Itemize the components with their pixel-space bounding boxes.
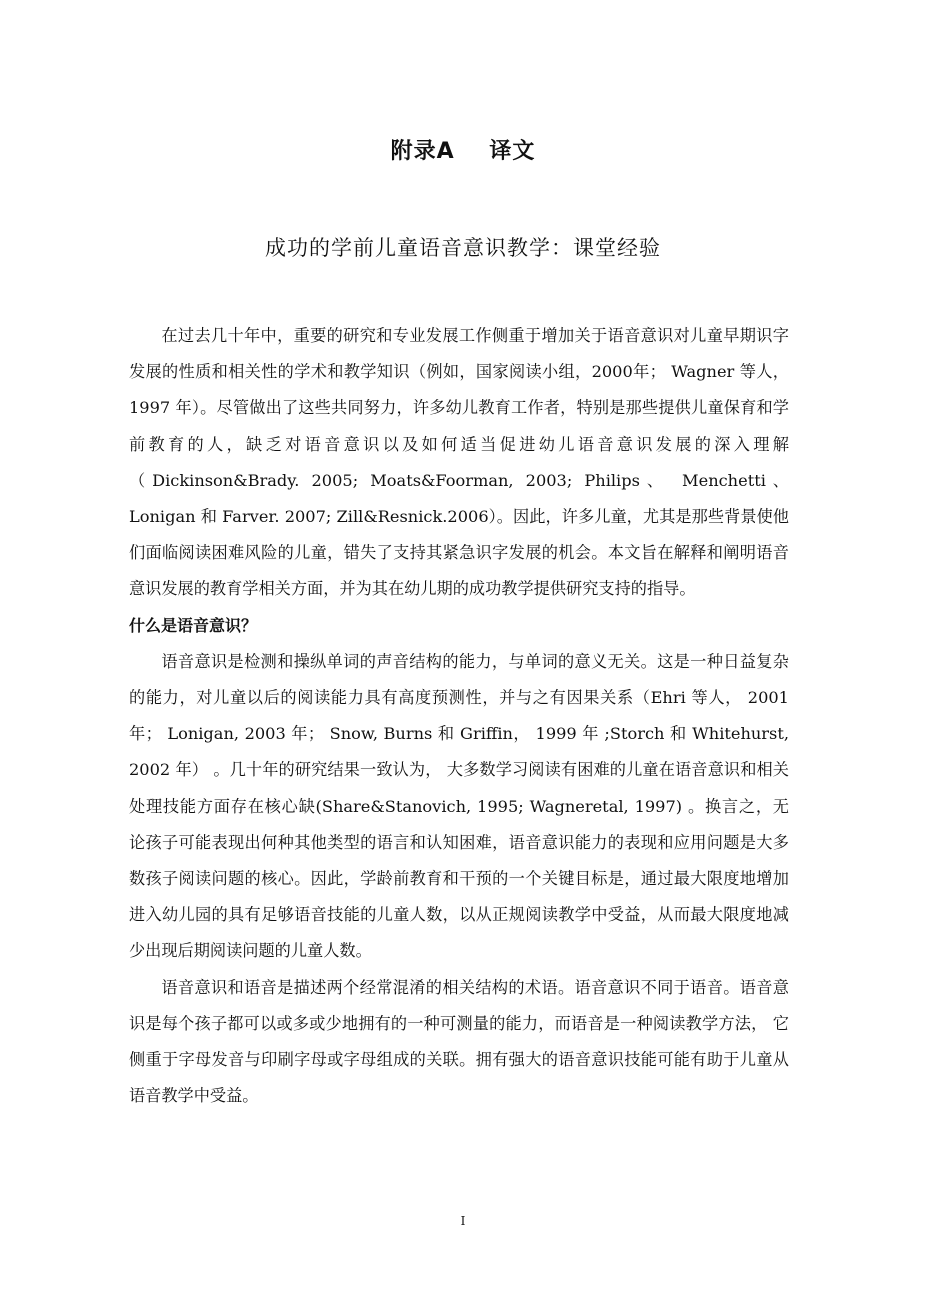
document-body <box>129 318 789 1114</box>
body-paragraph: 语音意识是检测和操纵单词的声音结构的能力，与单词的意义无关。这是一种日益复杂的能力，对儿童以后的阅读能力具有高度预测性，并与之有因果关系（Ehri 等人， 2001 年； Lonigan, 2003 年； Snow, Burns 和 Griffin， 1999 年 ;Storch 和 Whitehurst, 2002 年） 。几十年的研究结果一致认为， 大多数学习阅读有困难的儿童在语音意识和相关处理技能方面存在核心缺(Share&Stanovich, 1995; Wagneretal, 1997) 。换言之，无论孩子可能表现出何种其他类型的语言和认知困难，语音意识能力的表现和应用问题是大多数孩子阅读问题的核心。因此，学龄前教育和干预的一个关键目标是，通过最大限度地增加进入幼儿园的具有足够语音技能的儿童人数，以从正规阅读教学中受益，从而最大限度地减少出现后期阅读问题的儿童人数。 <box>129 651 789 961</box>
body-paragraph: 语音意识和语音是描述两个经常混淆的相关结构的术语。语音意识不同于语音。语音意识是每个孩子都可以或多或少地拥有的一种可测量的能力，而语音是一种阅读教学方法， 它侧重于字母发音与印刷字母或字母组成的关联。拥有强大的语音意识技能可能有助于儿童从语音教学中受益。 <box>129 977 789 1106</box>
page-number: I <box>460 1214 466 1228</box>
section-heading: 什么是语音意识？ <box>129 615 258 635</box>
document-title: 成功的学前儿童语音意识教学：课堂经验 <box>265 236 661 260</box>
appendix-title: 附录A 译文 <box>390 139 536 164</box>
intro-paragraph: 在过去几十年中，重要的研究和专业发展工作侧重于增加关于语音意识对儿童早期识字发展的性质和相关性的学术和教学知识（例如，国家阅读小组，2000年； Wagner 等人， 1997 年）。尽管做出了这些共同努力，许多幼儿教育工作者，特别是那些提供儿童保育和学前教育的人，缺乏对语音意识以及如何适当促进幼儿语音意识发展的深入理解（Dickinson&Brady. 2005; Moats&Foorman, 2003; Philips、 Menchetti、 Lonigan 和 Farver. 2007; Zill&Resnick.2006）。因此，许多儿童，尤其是那些背景使他们面临阅读困难风险的儿童，错失了支持其紧急识字发展的机会。本文旨在解释和阐明语音意识发展的教育学相关方面，并为其在幼儿期的成功教学提供研究支持的指导。 <box>129 326 789 599</box>
